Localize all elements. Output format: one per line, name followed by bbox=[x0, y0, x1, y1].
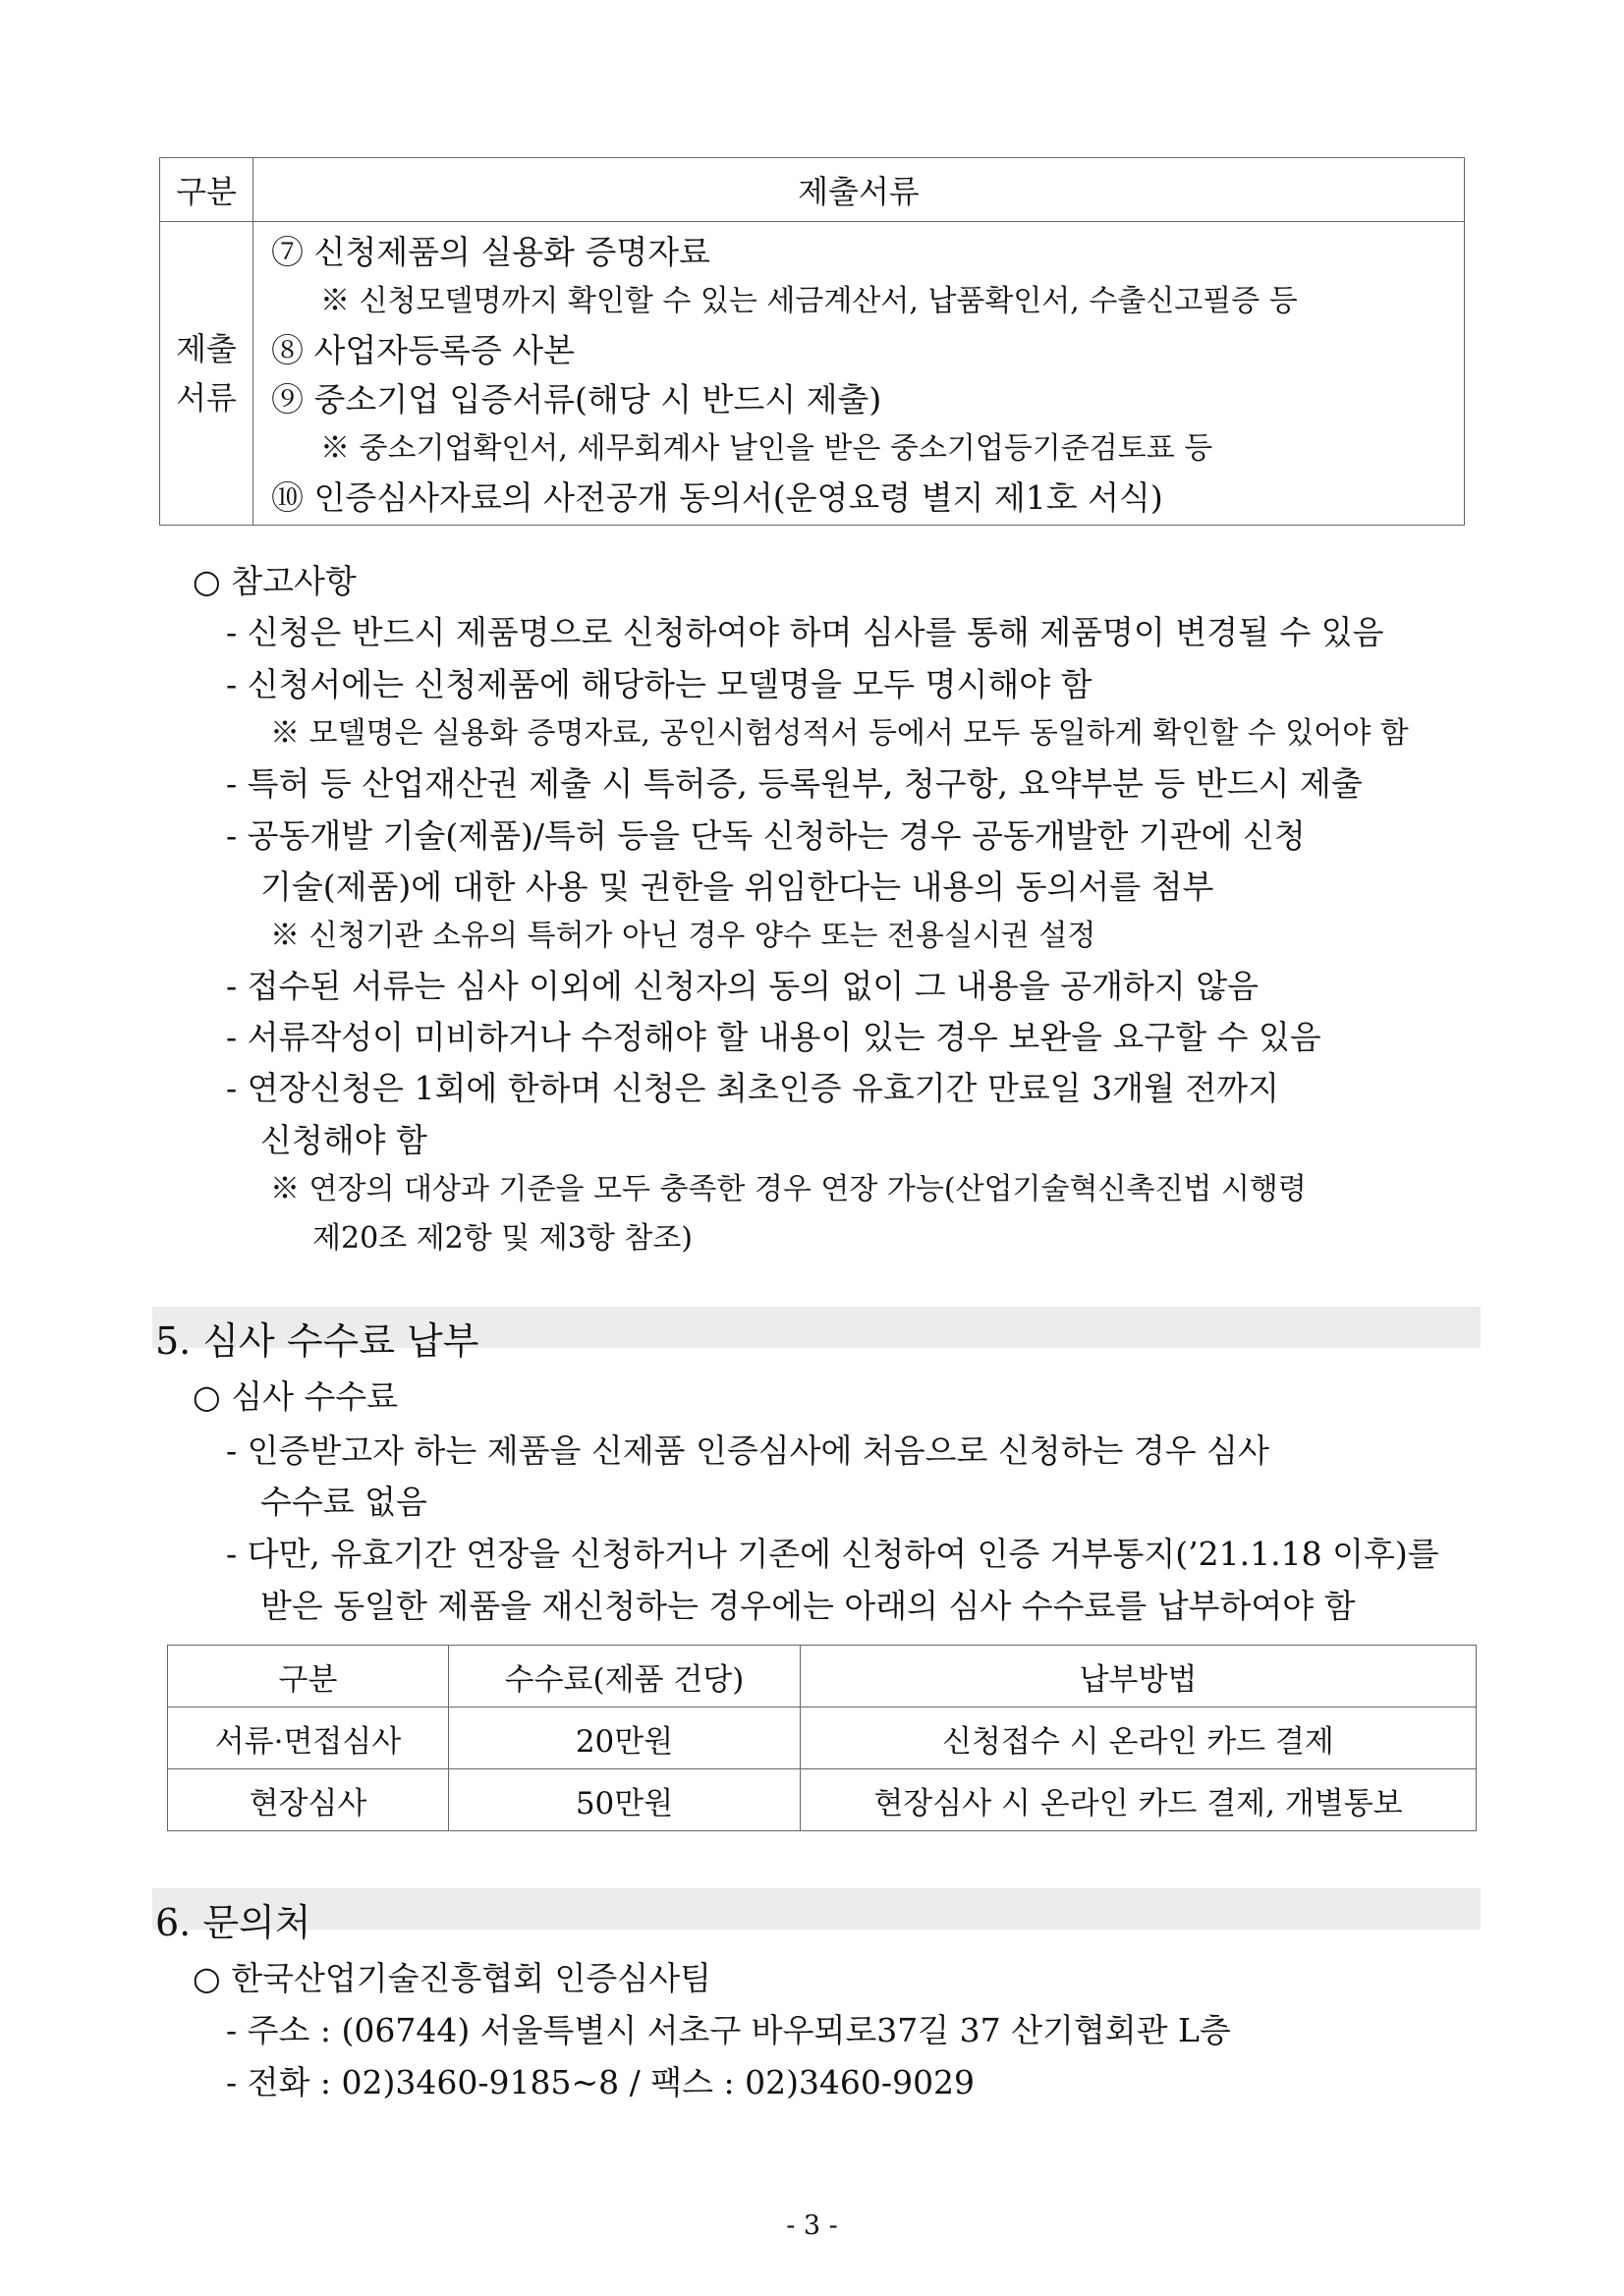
note-line: - 서류작성이 미비하거나 수정해야 할 내용이 있는 경우 보완을 요구할 수 있음 bbox=[226, 1018, 1321, 1056]
fee-header: 수수료(제품 건당) bbox=[449, 1646, 801, 1708]
contact-phone: - 전화 : 02)3460-9185~8 / 팩스 : 02)3460-9029 bbox=[226, 2063, 976, 2101]
note-remark: ※ 연장의 대상과 기준을 모두 충족한 경우 연장 가능(산업기술혁신촉진법 시행령 bbox=[270, 1172, 1307, 1206]
note-line: - 신청서에는 신청제품에 해당하는 모델명을 모두 명시해야 함 bbox=[226, 665, 1092, 703]
table-row bbox=[160, 222, 1465, 526]
fee-line: - 다만, 유효기간 연장을 신청하거나 기존에 신청하여 인증 거부통지(’21.1.18 이후)를 bbox=[226, 1535, 1439, 1573]
row-label bbox=[160, 222, 253, 526]
list-item: ⑦ 신청제품의 실용화 증명자료 bbox=[271, 233, 711, 271]
note-line-cont: 기술(제품)에 대한 사용 및 권한을 위임한다는 내용의 동의서를 첨부 bbox=[260, 868, 1214, 906]
fee-cell: 현장심사 bbox=[168, 1769, 449, 1831]
table-row bbox=[168, 1708, 1477, 1769]
section-heading bbox=[152, 1888, 1481, 1944]
documents-cell bbox=[253, 222, 1465, 526]
fee-cell: 신청접수 시 온라인 카드 결제 bbox=[801, 1708, 1477, 1769]
section-6-title: 6. 문의처 bbox=[155, 1901, 311, 1944]
row-label-line: 제출 bbox=[176, 330, 237, 367]
fee-cell: 20만원 bbox=[449, 1708, 801, 1769]
note-remark: ※ 신청기관 소유의 특허가 아닌 경우 양수 또는 전용실시권 설정 bbox=[270, 919, 1096, 953]
table-row bbox=[168, 1769, 1477, 1831]
note-remark-cont: 제20조 제2항 및 제3항 참조) bbox=[312, 1221, 694, 1256]
fee-header: 납부방법 bbox=[801, 1646, 1477, 1708]
section-heading bbox=[152, 1307, 1481, 1363]
header-documents: 제출서류 bbox=[253, 158, 1465, 222]
list-item: ⑩ 인증심사자료의 사전공개 동의서(운영요령 별지 제1호 서식) bbox=[271, 478, 1163, 517]
contact-org: ○ 한국산업기술진흥협회 인증심사팀 bbox=[193, 1959, 711, 1997]
note-line: - 연장신청은 1회에 한하며 신청은 최초인증 유효기간 만료일 3개월 전까지 bbox=[226, 1069, 1280, 1107]
row-label-line: 서류 bbox=[176, 379, 237, 417]
note-line: - 공동개발 기술(제품)/특허 등을 단독 신청하는 경우 공동개발한 기관에 신청 bbox=[226, 816, 1306, 855]
fee-table bbox=[167, 1645, 1477, 1831]
notes-title: ○ 참고사항 bbox=[193, 562, 357, 600]
fee-line-cont: 받은 동일한 제품을 재신청하는 경우에는 아래의 심사 수수료를 납부하여야 함 bbox=[260, 1587, 1356, 1625]
list-item-note: ※ 신청모델명까지 확인할 수 있는 세금계산서, 납품확인서, 수출신고필증 등 bbox=[320, 284, 1298, 318]
header-category: 구분 bbox=[160, 158, 253, 222]
note-line: - 신청은 반드시 제품명으로 신청하여야 하며 심사를 통해 제품명이 변경될 수 있음 bbox=[226, 613, 1384, 651]
list-item-note: ※ 중소기업확인서, 세무회계사 날인을 받은 중소기업등기준검토표 등 bbox=[320, 431, 1213, 466]
table-header-row bbox=[168, 1646, 1477, 1708]
section-5-title: 5. 심사 수수료 납부 bbox=[155, 1319, 479, 1363]
note-remark: ※ 모델명은 실용화 증명자료, 공인시험성적서 등에서 모두 동일하게 확인할 수 있어야 함 bbox=[270, 716, 1409, 751]
note-line-cont: 신청해야 함 bbox=[260, 1121, 427, 1159]
table-header-row bbox=[160, 158, 1465, 222]
contact-address: - 주소 : (06744) 서울특별시 서초구 바우뫼로37길 37 산기협회관 L층 bbox=[226, 2011, 1231, 2049]
fee-line-cont: 수수료 없음 bbox=[260, 1483, 427, 1521]
fee-header: 구분 bbox=[168, 1646, 449, 1708]
note-line: - 접수된 서류는 심사 이외에 신청자의 동의 없이 그 내용을 공개하지 않음 bbox=[226, 967, 1259, 1005]
fee-cell: 서류·면접심사 bbox=[168, 1708, 449, 1769]
submission-docs-table bbox=[159, 157, 1465, 526]
page-number: - 3 - bbox=[786, 2211, 838, 2241]
list-item: ⑨ 중소기업 입증서류(해당 시 반드시 제출) bbox=[271, 380, 882, 419]
fee-cell: 50만원 bbox=[449, 1769, 801, 1831]
note-line: - 특허 등 산업재산권 제출 시 특허증, 등록원부, 청구항, 요약부분 등 반드시 제출 bbox=[226, 764, 1363, 803]
list-item: ⑧ 사업자등록증 사본 bbox=[271, 331, 576, 369]
fee-cell: 현장심사 시 온라인 카드 결제, 개별통보 bbox=[801, 1769, 1477, 1831]
fee-subtitle: ○ 심사 수수료 bbox=[193, 1377, 399, 1416]
fee-line: - 인증받고자 하는 제품을 신제품 인증심사에 처음으로 신청하는 경우 심사 bbox=[226, 1431, 1269, 1470]
